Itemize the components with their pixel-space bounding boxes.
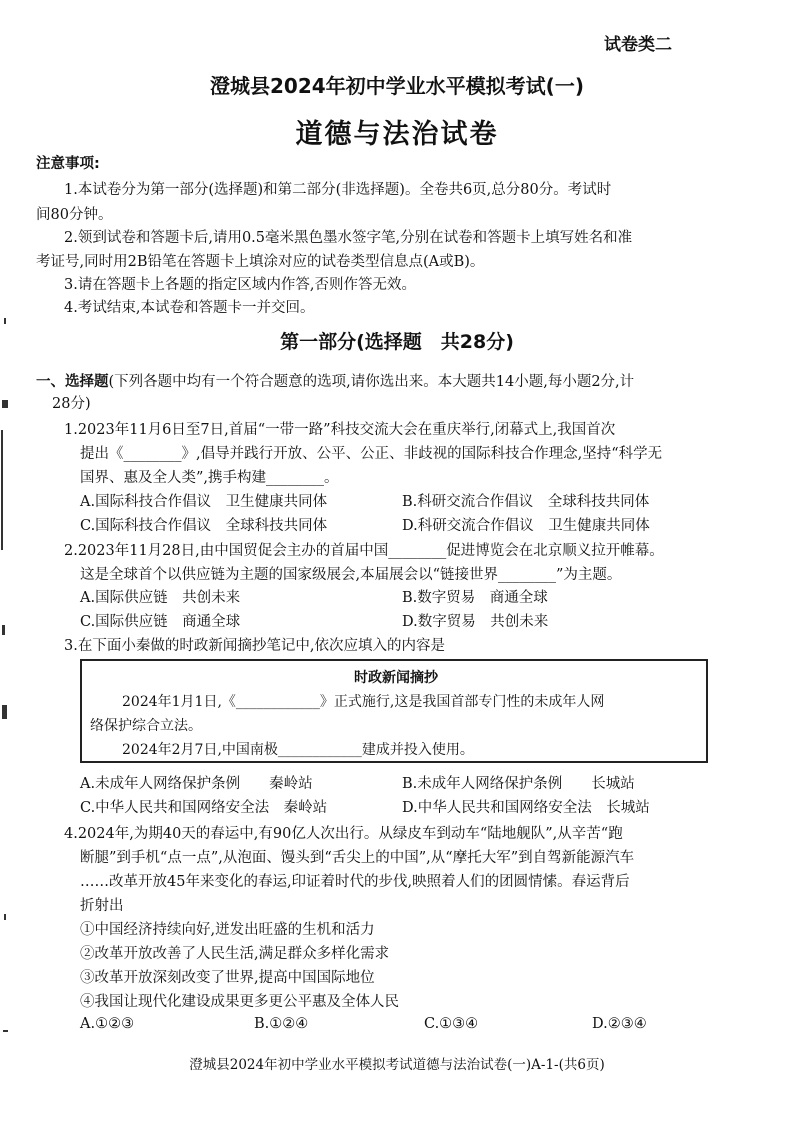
q2-option-a: A.国际供应链 共创未来: [80, 590, 241, 606]
q4-stem-line: ……改革开放45年来变化的春运,印证着时代的步伐,映照着人们的团圆情愫。春运背后: [80, 874, 630, 890]
margin-mark: [3, 1030, 8, 1032]
q4-stem-line: 断腿”到手机“点一点”,从泡面、馒头到“舌尖上的中国”,从“摩托大军”到自驾新能源汽车: [80, 850, 635, 866]
q4-item: ③改革开放深刻改变了世界,提高中国国际地位: [80, 970, 375, 986]
section-title: 第一部分(选择题 共28分): [280, 331, 514, 353]
notice-line: 2.领到试卷和答题卡后,请用0.5毫米黑色墨水签字笔,分别在试卷和答题卡上填写姓名和准: [64, 230, 633, 246]
q3-option-d: D.中华人民共和国网络安全法 长城站: [402, 800, 650, 816]
q1-stem-line: 提出《________》,倡导并践行开放、公平、公正、非歧视的国际科技合作理念,坚持“科学无: [80, 446, 663, 462]
subject-title: 道德与法治试卷: [295, 119, 499, 150]
page-footer: 澄城县2024年初中学业水平模拟考试道德与法治试卷(一)A-1-(共6页): [189, 1057, 605, 1073]
paper-type-tag: 试卷类二: [604, 35, 672, 55]
notice-line: 考证号,同时用2B铅笔在答题卡上填涂对应的试卷类型信息点(A或B)。: [36, 254, 485, 270]
q3-option-b: B.未成年人网络保护条例 长城站: [402, 776, 635, 792]
q3-option-c: C.中华人民共和国网络安全法 秦岭站: [80, 800, 328, 816]
news-box-line: 络保护综合立法。: [90, 718, 202, 734]
q2-stem-line: 这是全球首个以供应链为主题的国家级展会,本届展会以“链接世界________”为主题。: [80, 567, 622, 583]
q1-option-c: C.国际科技合作倡议 全球科技共同体: [80, 518, 328, 534]
news-box-title: 时政新闻摘抄: [354, 670, 438, 686]
margin-mark: [2, 625, 5, 635]
q4-option-d: D.②③④: [592, 1016, 647, 1032]
margin-mark: [4, 914, 6, 920]
q4-option-a: A.①②③: [80, 1016, 135, 1032]
notice-line: 间80分钟。: [36, 207, 113, 223]
news-box-line: 2024年1月1日,《____________》正式施行,这是我国首部专门性的未成年人网: [122, 694, 605, 710]
q2-option-b: B.数字贸易 商通全球: [402, 590, 548, 606]
margin-mark: [1, 430, 3, 550]
q4-item: ④我国让现代化建设成果更多更公平惠及全体人民: [80, 994, 399, 1010]
q4-item: ①中国经济持续向好,迸发出旺盛的生机和活力: [80, 922, 375, 938]
part-intro: [36, 370, 634, 391]
q2-option-d: D.数字贸易 共创未来: [402, 614, 549, 630]
q2-stem-line: 2.2023年11月28日,由中国贸促会主办的首届中国________促进博览会在北京顺义拉开帷幕。: [64, 543, 664, 559]
q4-stem-line: 4.2024年,为期40天的春运中,有90亿人次出行。从绿皮车到动车“陆地舰队”,从辛苦“跑: [64, 826, 623, 842]
notice-line: 3.请在答题卡上各题的指定区域内作答,否则作答无效。: [64, 277, 416, 293]
news-excerpt-box: [80, 659, 708, 763]
q4-stem-line: 折射出: [80, 898, 124, 914]
notice-line: 1.本试卷分为第一部分(选择题)和第二部分(非选择题)。全卷共6页,总分80分。考试时: [64, 182, 612, 198]
q4-item: ②改革开放改善了人民生活,满足群众多样化需求: [80, 946, 390, 962]
part-intro-text: (下列各题中均有一个符合题意的选项,请你选出来。本大题共14小题,每小题2分,计: [108, 374, 635, 390]
q4-option-b: B.①②④: [254, 1016, 309, 1032]
q1-option-b: B.科研交流合作倡议 全球科技共同体: [402, 494, 650, 510]
news-box-line: 2024年2月7日,中国南极____________建成并投入使用。: [122, 742, 474, 758]
q1-option-a: A.国际科技合作倡议 卫生健康共同体: [80, 494, 328, 510]
q1-stem-line: 1.2023年11月6日至7日,首届“一带一路”科技交流大会在重庆举行,闭幕式上,我国首次: [64, 422, 616, 438]
q4-option-c: C.①③④: [424, 1016, 479, 1032]
part-intro-line: 28分): [52, 396, 91, 412]
margin-mark: [4, 318, 6, 324]
q3-stem: 3.在下面小秦做的时政新闻摘抄笔记中,依次应填入的内容是: [64, 638, 445, 654]
q2-option-c: C.国际供应链 商通全球: [80, 614, 241, 630]
q3-option-a: A.未成年人网络保护条例 秦岭站: [80, 776, 313, 792]
notice-line: 4.考试结束,本试卷和答题卡一并交回。: [64, 300, 315, 316]
part-intro-head: 一、选择题: [36, 374, 109, 390]
q1-option-d: D.科研交流合作倡议 卫生健康共同体: [402, 518, 650, 534]
margin-mark: [2, 705, 7, 719]
notice-heading: 注意事项:: [36, 156, 100, 172]
margin-mark: [2, 400, 8, 408]
exam-title: 澄城县2024年初中学业水平模拟考试(一): [210, 74, 584, 98]
q1-stem-line: 国界、惠及全人类”,携手构建________。: [80, 470, 339, 486]
